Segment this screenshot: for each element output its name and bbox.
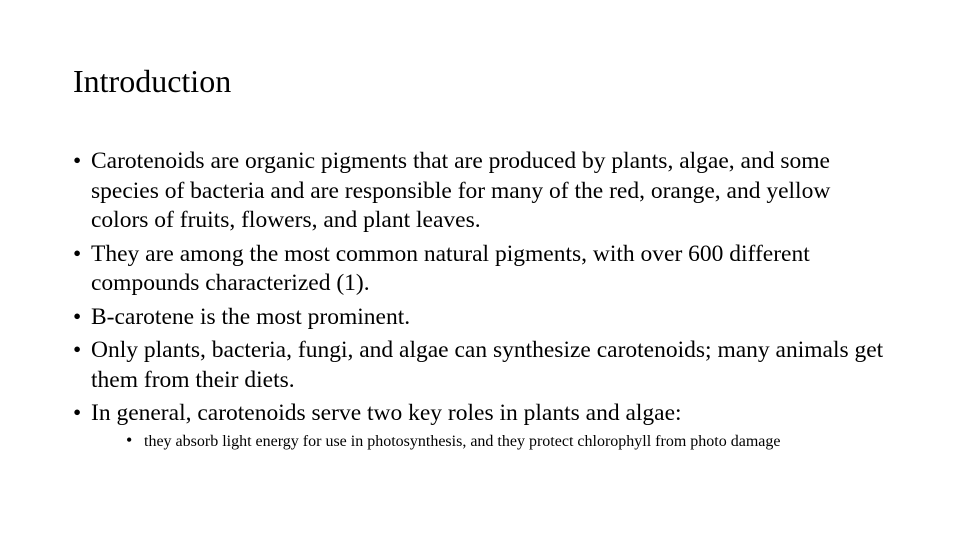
bullet-text: In general, carotenoids serve two key roles in plants and algae: xyxy=(91,400,682,426)
sub-bullet-text: they absorb light energy for use in photosynthesis, and they protect chlorophyll from photo damage xyxy=(144,432,781,450)
bullet-text: Only plants, bacteria, fungi, and algae can synthesize carotenoids; many animals get them from their diets. xyxy=(91,337,884,393)
bullet-marker: • xyxy=(73,148,82,174)
bullet-item xyxy=(73,399,893,452)
bullet-marker: • xyxy=(73,303,82,330)
sub-bullet-list xyxy=(126,431,876,452)
bullet-item xyxy=(73,240,893,299)
sub-bullet-item xyxy=(126,431,876,452)
bullet-text: They are among the most common natural pigments, with over 600 different compounds characterized (1). xyxy=(91,240,810,296)
bullet-marker: • xyxy=(73,400,82,426)
bullet-item xyxy=(73,303,893,333)
bullet-text: Β-carotene is the most prominent. xyxy=(91,303,411,330)
bullet-marker: • xyxy=(73,240,82,267)
bullet-marker: • xyxy=(73,337,82,363)
sub-bullet-marker: • xyxy=(126,429,133,450)
bullet-item xyxy=(73,147,893,236)
slide-title: Introduction xyxy=(73,63,232,99)
bullet-item xyxy=(73,336,893,395)
bullet-list xyxy=(73,147,893,456)
bullet-text: Carotenoids are organic pigments that are produced by plants, algae, and some species of bacteria and are responsible for many of the red, orange, and yellow colors of fruits, flowers, and plant leaves. xyxy=(91,148,831,233)
